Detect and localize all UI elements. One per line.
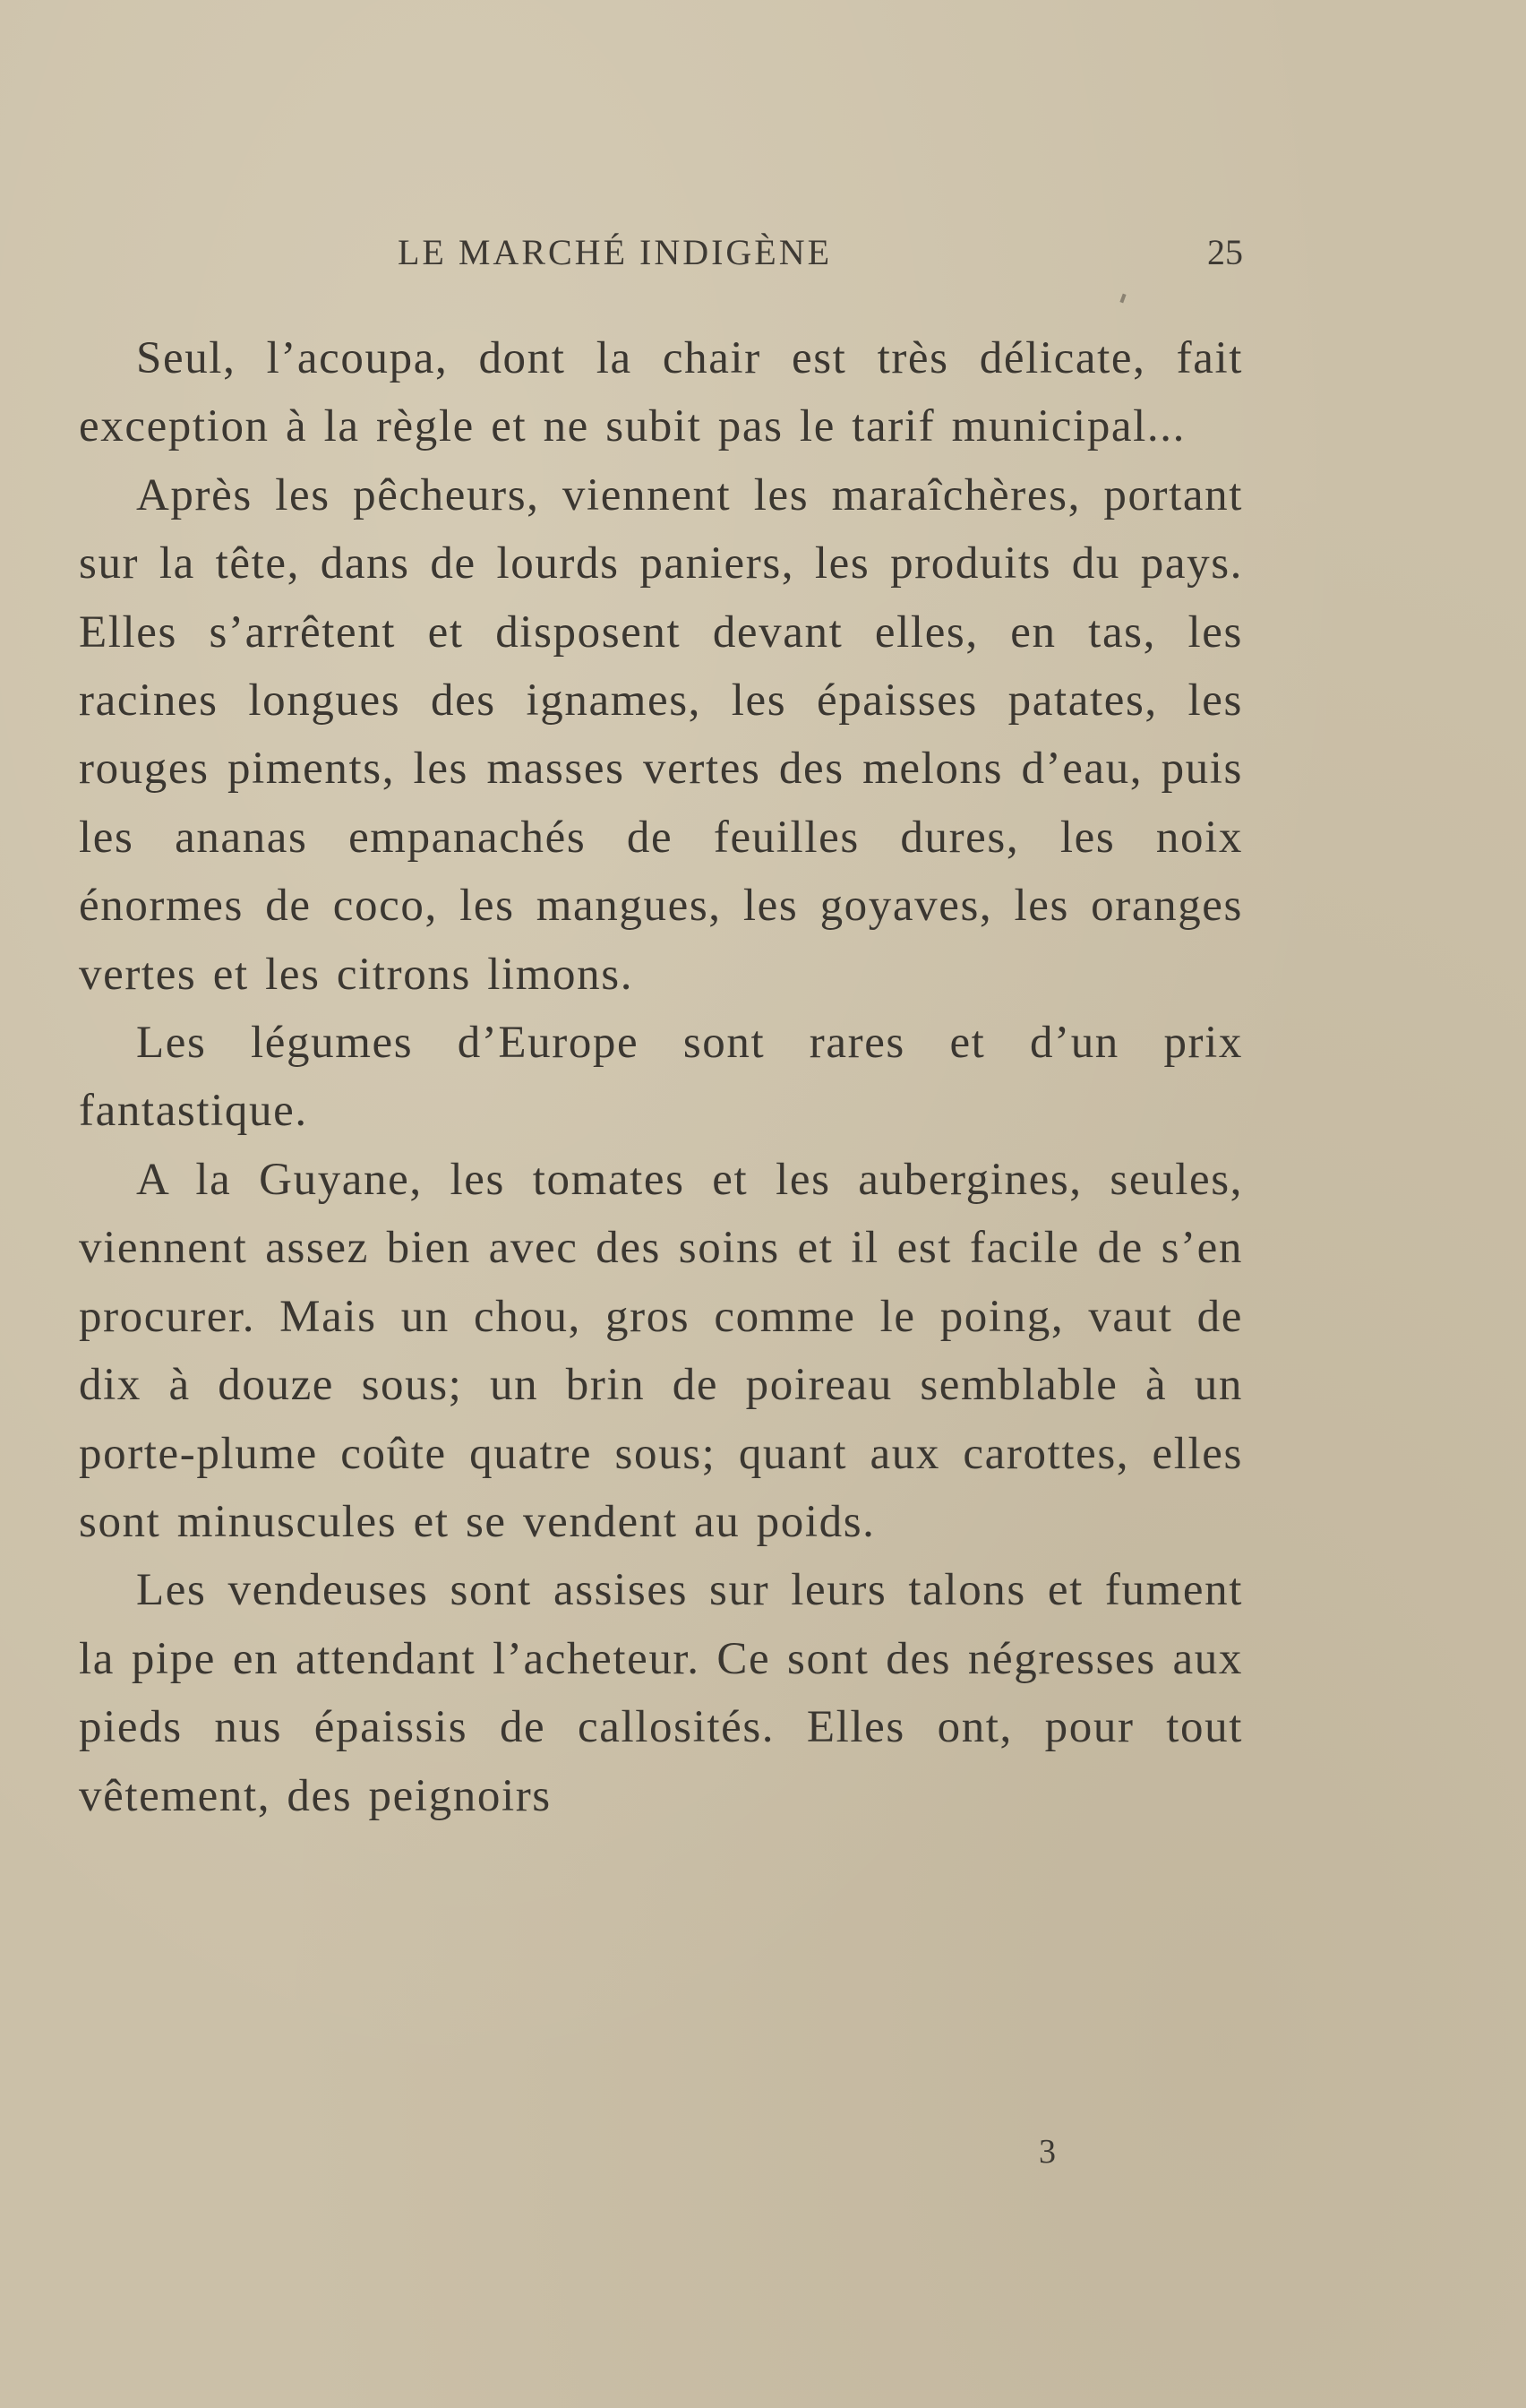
paragraph: Après les pêcheurs, viennent les maraîchères, portant sur la tête, dans de lourds paniers, les produits du pays. Elles s’arrêtent et disposent devant elles, en tas, les racines longues des ignames, les épaisses patates, les rouges piments, les masses vertes des melons d’eau, puis les ananas empanachés de feuilles dures, les noix énormes de coco, les mangues, les goyaves, les oranges vertes et les citrons limons.	[79, 469, 1243, 1000]
paragraph: Les vendeuses sont assises sur leurs talons et fument la pipe en attendant l’acheteur. Ce sont des négresses aux pieds nus épaissis de callosités. Elles ont, pour tout vêtement, des peignoirs	[79, 1565, 1243, 1821]
body-text	[79, 324, 1243, 1830]
ink-speck	[1119, 294, 1126, 304]
running-head	[79, 231, 1243, 285]
paragraph: A la Guyane, les tomates et les aubergines, seules, viennent assez bien avec des soins et il est facile de s’en procurer. Mais un chou, gros comme le poing, vaut de dix à douze sous; un brin de poireau semblable à un porte-plume coûte quatre sous; quant aux carottes, elles sont minuscules et se vendent au poids.	[79, 1154, 1243, 1547]
page-number: 25	[1207, 232, 1243, 272]
paragraph: Seul, l’acoupa, dont la chair est très délicate, fait exception à la règle et ne subit pas le tarif municipal...	[79, 333, 1243, 452]
paragraph: Les légumes d’Europe sont rares et d’un prix fantastique.	[79, 1018, 1243, 1137]
running-title: LE MARCHÉ INDIGÈNE	[398, 232, 833, 272]
signature-mark: 3	[1039, 2133, 1056, 2171]
